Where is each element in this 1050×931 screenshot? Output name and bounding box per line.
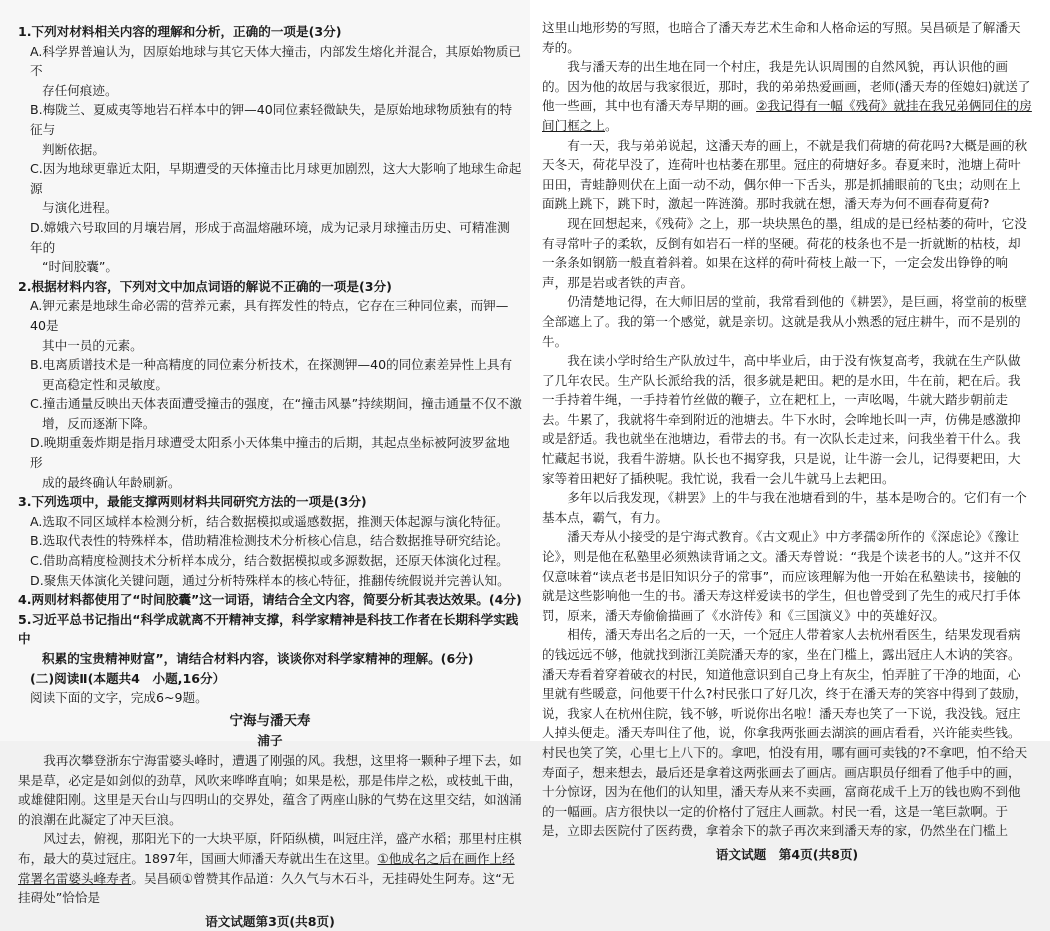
question-3: 3.下列选项中，最能支撑两则材料共同研究方法的一项是(3分) [18, 494, 367, 510]
essay-paragraph: 有一天，我与弟弟说起，这潘天寿的画上，不就是我们荷塘的荷花吗?大概是画的秋天冬天，荷花早没了，连荷叶也枯萎在那里。冠庄的荷塘好多。春夏来时，池塘上荷叶田田，青蛙静则伏在上面一动不动，偶尔伸一下舌头，那是抓捕眼前的飞虫；动则在上面跳上跳下，跳下时，激起一阵涟漪。那时我就在想，潘天寿为何不画春荷夏荷? [542, 137, 1028, 212]
underlined-sentence-1: ①他成名之后在画作上经常署名雷婆头峰寿者 [18, 850, 515, 886]
essay-paragraph: 潘天寿从小接受的是宁海式教育。《古文观止》中方孝孺②所作的《深虑论》《豫让论》，则是他在私塾里必须熟读背诵之文。潘天寿曾说：“我是个读老书的人。”这并不仅仅意味着“读点老书是旧知识分子的常事”，而应该理解为他一开始在私塾读书，接触的就是这些影响他一生的书。潘天寿这样爱读书的学生，但也曾受到了先生的戒尺打手体罚，原来，潘天寿偷偷描画了《水浒传》和《三国演义》中的英雄好汉。 [542, 529, 1022, 623]
question-4: 4.两则材料都使用了“时间胶囊”这一词语，请结合全文内容，简要分析其表达效果。(4分) [18, 592, 522, 608]
question-5-line2: 积累的宝贵精神财富”，请结合材料内容，谈谈你对科学家精神的理解。(6分) [42, 651, 474, 666]
essay-paragraph: 仍清楚地记得，在大师旧居的堂前，我常看到他的《耕罢》，是巨画，将堂前的板壁全部遮上了。我的第一个感觉，就是亲切。这就是我从小熟悉的冠庄耕牛，而不是别的牛。 [542, 294, 1027, 349]
q2-option-b-cont: 更高稳定性和灵敏度。 [42, 376, 168, 392]
essay-paragraph: 现在回想起来，《残荷》之上，那一块块黑色的墨，组成的是已经枯萎的荷叶，它没有寻常叶子的柔软，反倒有如岩石一样的坚硬。荷花的枝条也不是一折就断的枯枝，却一条条如钢筋一般直着斜着。如果在这样的荷叶荷枝上敲一下，一定会发出铮铮的响声，那是岩或者铁的声音。 [542, 215, 1027, 290]
q2-option-c: C.撞击通量反映出天体表面遭受撞击的强度，在“撞击风暴”持续期间，撞击通量不仅不激 [30, 396, 522, 412]
q3-option-c: C.借助高精度检测技术分析样本成分，结合数据模拟或多源数据，还原天体演化过程。 [30, 553, 509, 569]
section-instruction: 阅读下面的文字，完成6~9题。 [30, 690, 208, 706]
q2-option-d-cont: 成的最终确认年龄刷新。 [42, 474, 181, 490]
q1-option-c: C.因为地球更靠近太阳，早期遭受的天体撞击比月球更加剧烈，这大大影响了地球生命起源 [30, 161, 522, 196]
essay-paragraph: 我再次攀登浙东宁海雷婆头峰时，遭遇了刚强的风。我想，这里将一颗种子埋下去，如果是草，必定是如剑似的劲草，风吹来哗哗直响；如果是松，那是伟岸之松，或枝虬干曲，或雄健阳刚。这里是天台山与四明山的交界处，蕴含了两座山脉的气势在这里交结，如汹涌的浪潮在此凝定了冲天巨浪。 [18, 752, 522, 827]
paragraph-text: 。吴昌硕①曾赞其作品道：久久气与木石斗，无挂碍处生阿寿。这“无挂碍处”恰恰是 [18, 870, 515, 906]
q2-option-b: B.电离质谱技术是一种高精度的同位素分析技术，在探测钾—40的同位素差异性上具有 [30, 357, 513, 373]
q3-option-d: D.聚焦天体演化关键问题，通过分析特殊样本的核心特征，推翻传统假说并完善认知。 [30, 572, 510, 588]
q1-option-a: A.科学界普遍认为，因原始地球与其它天体大撞击，内部发生熔化并混合，其原始物质已不 [30, 43, 521, 79]
right-page-content [530, 0, 1050, 865]
essay-title: 宁海与潘天寿 [229, 712, 311, 729]
right-page [530, 0, 1050, 862]
q2-option-c-cont: 增，反而逐渐下降。 [42, 415, 156, 431]
essay-paragraph: 这里山地形势的写照，也暗合了潘天寿艺术生命和人格命运的写照。吴昌硕是了解潘天寿的。 [542, 20, 1021, 55]
q1-option-b: B.梅陇兰、夏威夷等地岩石样本中的钾—40同位素轻微缺失，是原始地球物质独有的特征与 [30, 102, 513, 137]
question-2: 2.根据材料内容，下列对文中加点词语的解说不正确的一项是(3分) [18, 278, 392, 294]
essay-paragraph: 多年以后我发现，《耕罢》上的牛与我在池塘看到的牛，基本是吻合的。它们有一个基本点，霸气，有力。 [542, 490, 1027, 525]
q1-option-b-cont: 判断依据。 [42, 141, 105, 157]
question-1: 1.下列对材料相关内容的理解和分析，正确的一项是(3分) [18, 24, 342, 39]
q1-option-c-cont: 与演化进程。 [42, 200, 118, 216]
underlined-sentence-2: ②我记得有一幅《残荷》就挂在我兄弟俩同住的房间门框之上 [542, 98, 1032, 133]
q1-option-d: D.嫦娥六号取回的月壤岩屑，形成于高温熔融环境，成为记录月球撞击历史、可精准测年的 [30, 219, 510, 255]
q1-option-d-cont: “时间胶囊”。 [42, 259, 119, 275]
page-footer: 语文试题第3页(共8页) [205, 913, 335, 929]
essay-author: 浦子 [257, 733, 283, 749]
section-header: (二)阅读Ⅱ(本题共4 小题,16分） [30, 670, 226, 686]
paragraph-text: 我与潘天寿的出生地在同一个村庄，我是先认识周围的自然风貌，再认识他的画的。因为他的故居与我家很近，那时，我的弟弟热爱画画，老师(潘天寿的侄媳妇)就送了他一些画，其中也有潘天寿早期的画。 [542, 59, 1031, 114]
page-footer: 语文试题 第4页(共8页) [715, 846, 859, 862]
paragraph-text: 。 [604, 117, 618, 133]
essay-paragraph [542, 57, 1032, 135]
paragraph-text: 风过去，俯视，那阳光下的一大块平原，阡陌纵横，叫冠庄洋，盛产水稻；那里村庄棋布，最大的莫过冠庄。1897年，国画大师潘天寿就出生在这里。 [18, 831, 522, 866]
essay-paragraph: 我在读小学时给生产队放过牛，高中毕业后，由于没有恢复高考，我就在生产队做了几年农民。生产队长派给我的活，很多就是耙田。耙的是水田，牛在前，耙在后。我一手持着牛绳，一手持着竹丝做的鞭子，立在耙杠上，一声吆喝，牛就大踏步朝前走去。牛累了，我就将牛牵到附近的池塘去。牛下水时，会哞地长叫一声，仿佛是感激抑或是舒适。我也就坐在池塘边，看带去的书。有一次队长走过来，问我坐着干什么。我忙藏起书说，我看牛游塘。队长也不揭穿我，只是说，让牛游一会儿，记得要耙田，大家等着田耙好了插秧呢。我忙说，我看一会儿牛就马上去耙田。 [542, 353, 1021, 486]
q3-option-b: B.选取代表性的特殊样本，借助精准检测技术分析核心信息，结合数据推导研究结论。 [30, 533, 509, 549]
q2-option-d: D.晚期重轰炸期是指月球遭受太阳系小天体集中撞击的后期，其起点坐标被阿波罗盆地形 [30, 435, 510, 471]
q2-option-a-cont: 其中一员的元素。 [42, 337, 143, 353]
q3-option-a: A.选取不同区域样本检测分析，结合数据模拟或遥感数据，推测天体起源与演化特征。 [30, 513, 509, 529]
q2-option-a: A.钾元素是地球生命必需的营养元素，具有挥发性的特点，它存在三种同位素，而钾—40是 [30, 298, 509, 333]
essay-paragraph: 相传，潘天寿出名之后的一天，一个冠庄人带着家人去杭州看医生，结果发现看病的钱远远不够，他就找到浙江美院潘天寿的家，坐在门槛上，露出冠庄人木讷的笑容。潘天寿看着穿着破衣的村民，知道他意识到自己身上有灰尘，怕弄脏了干净的地面，心里就有些暖意，问他要干什么?村民张口了好几次，终于在潘天寿的笑容中得到了鼓励，说，我家人在杭州住院，钱不够，听说你出名啦！潘天寿也笑了一下说，我没钱。冠庄人掉头便走。潘天寿叫住了他，说，你拿我两张画去湖滨的画店看看，兴许能卖些钱。村民也笑了笑，心里七上八下的。拿吧，怕没有用，哪有画可卖钱的?不拿吧，怕不给天寿面子，想来想去，最后还是拿着这两张画去了画店。画店职员仔细看了他手中的画，十分惊讶，因为在他们的认知里，潘天寿从来不卖画，富商花成千上万的钱也购不到他的一幅画。店方很快以一定的价格付了冠庄人画款。村民一看，这是一笔巨款啊。于是，立即去医院付了医药费，拿着余下的款子再次来到潘天寿的家，仍然坐在门槛上 [542, 627, 1028, 839]
q1-option-a-cont: 存任何痕迹。 [42, 82, 118, 98]
essay-paragraph [18, 829, 522, 907]
question-5-line1: 5.习近平总书记指出“科学成就离不开精神支撑，科学家精神是科技工作者在长期科学实践中 [18, 611, 519, 647]
